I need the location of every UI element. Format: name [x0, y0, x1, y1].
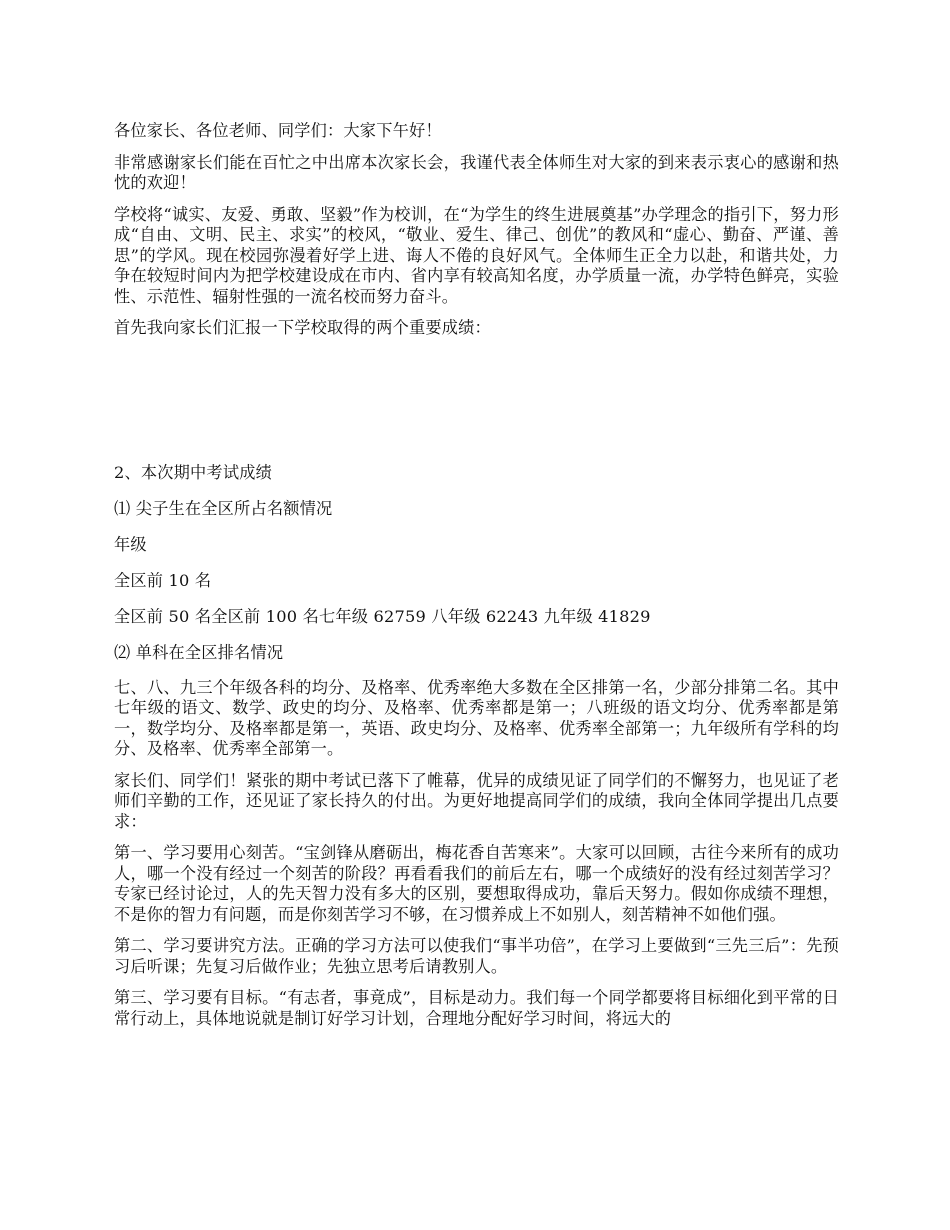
school-intro-paragraph: 学校将“诚实、友爱、勇敢、坚毅”作为校训，在“为学生的终生进展奠基”办学理念的指引下，努力形成“自由、文明、民主、求实”的校风，“敬业、爱生、律己、创优”的教风和“虚心、勤奋、严谨、善思”的学风。现在校园弥漫着好学上进、诲人不倦的良好风气。全体师生正全力以赴，和谐共处，力争在较短时间内为把学校建设成在市内、省内享有较高知名度，办学质量一流，办学特色鲜亮，实验性、示范性、辐射性强的一流名校而努力奋斗。 [114, 204, 839, 306]
sub1-heading: ⑴ 尖子生在全区所占名额情况 [114, 498, 333, 518]
document-page [114, 121, 839, 1040]
table-row-text: 全区前 50 名全区前 100 名七年级 62759 八年级 62243 九年级 41829 [114, 606, 651, 626]
ranking-paragraph: 七、八、九三个年级各科的均分、及格率、优秀率绝大多数在全区排第一名，少部分排第二名。其中七年级的语文、数学、政史的均分、及格率、优秀率都是第一；八班级的语文均分、优秀率都是第一，数学均分、及格率都是第一，英语、政史均分、及格率、优秀率全部第一；九年级所有学科的均分、及格率、优秀率全部第一。 [114, 677, 839, 758]
section2-heading: 2、本次期中考试成绩 [114, 462, 272, 482]
greeting-paragraph: 各位家长、各位老师、同学们：大家下午好！ [114, 121, 442, 140]
table-top10-label: 全区前 10 名 [114, 570, 212, 590]
blank-space [114, 350, 839, 462]
address-students-paragraph: 家长们、同学们！紧张的期中考试已落下了帷幕，优异的成绩见证了同学们的不懈努力，也见证了老师们辛勤的工作，还见证了家长持久的付出。为更好地提高同学们的成绩，我向全体同学提出几点要求： [114, 770, 839, 831]
table-grade-label: 年级 [114, 534, 147, 554]
requirement-3-paragraph: 第三、学习要有目标。“有志者，事竟成”，目标是动力。我们每一个同学都要将目标细化到平常的日常行动上，具体地说就是制订好学习计划，合理地分配好学习时间，将远大的 [114, 988, 839, 1028]
report-intro-paragraph: 首先我向家长们汇报一下学校取得的两个重要成绩： [114, 318, 491, 337]
sub2-heading: ⑵ 单科在全区排名情况 [114, 642, 284, 662]
requirement-1-paragraph: 第一、学习要用心刻苦。“宝剑锋从磨砺出，梅花香自苦寒来”。大家可以回顾，古往今来所有的成功人，哪一个没有经过一个刻苦的阶段？再看看我们的前后左右，哪一个成绩好的没有经过刻苦学习？专家已经讨论过，人的先天智力没有多大的区别，要想取得成功，靠后天努力。假如你成绩不理想，不是你的智力有问题，而是你刻苦学习不够，在习惯养成上不如别人，刻苦精神不如他们强。 [114, 843, 839, 924]
thanks-paragraph: 非常感谢家长们能在百忙之中出席本次家长会，我谨代表全体师生对大家的到来表示衷心的感谢和热忱的欢迎！ [114, 152, 839, 192]
requirement-2-paragraph: 第二、学习要讲究方法。正确的学习方法可以使我们“事半功倍”，在学习上要做到“三先三后”：先预习后听课；先复习后做作业；先独立思考后请教别人。 [114, 936, 839, 976]
